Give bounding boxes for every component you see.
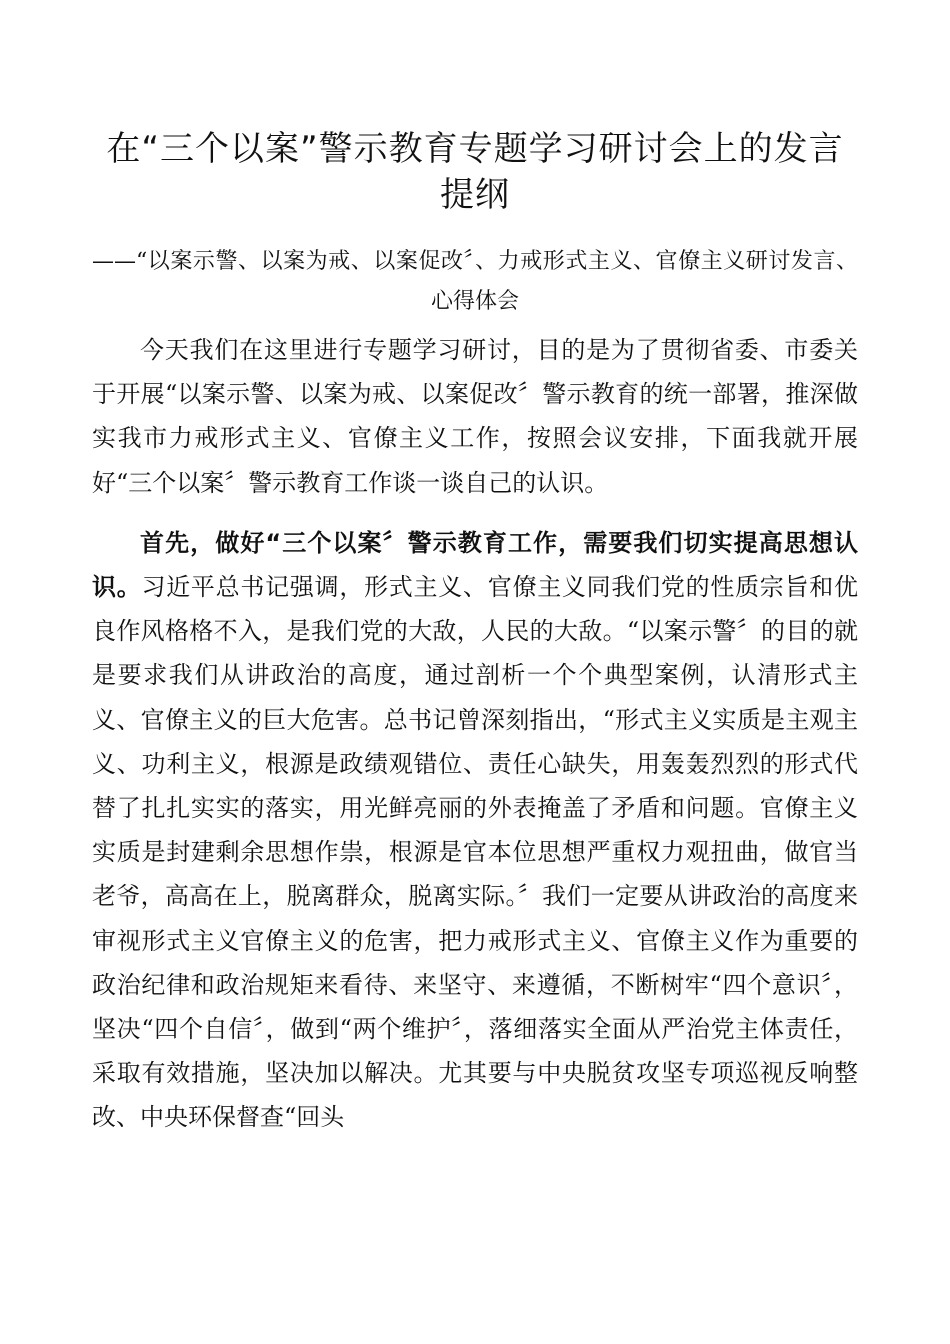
document-subtitle: ——“以案示警、以案为戒、以案促改〞、力戒形式主义、官僚主义研讨发言、心得体会 — [92, 249, 858, 314]
body-paragraph: 今天我们在这里进行专题学习研讨，目的是为了贯彻省委、市委关于开展“以案示警、以案为戒、以案促改〞警示教育的统一部署，推深做实我市力戒形式主义、官僚主义工作，按照会议安排，下面我就开展好“三个以案〞警示教育工作谈一谈自己的认识。 — [92, 336, 858, 497]
paragraph-lead-sentence: 首先，做好“三个以案〞警示教育工作，需要我们切实提高思想认识。 — [92, 528, 858, 602]
paragraph-text: 习近平总书记强调，形式主义、官僚主义同我们党的性质宗旨和优良作风格格不入，是我们党的大敌，人民的大敌。“以案示警〞的目的就是要求我们从讲政治的高度，通过剖析一个个典型案例，认清形式主义、官僚主义的巨大危害。总书记曾深刻指出，“形式主义实质是主观主义、功利主义，根源是政绩观错位、责任心缺失，用轰轰烈烈的形式代替了扎扎实实的落实，用光鲜亮丽的外表掩盖了矛盾和问题。官僚主义实质是封建剩余思想作祟，根源是官本位思想严重权力观扭曲，做官当老爷，高高在上，脱离群众，脱离实际。〞我们一定要从讲政治的高度来审视形式主义官僚主义的危害，把力戒形式主义、官僚主义作为重要的政治纪律和政治规矩来看待、来坚守、来遵循，不断树牢“四个意识〞，坚决“四个自信〞，做到“两个维护〞，落细落实全面从严治党主体责任，采取有效措施，坚决加以解决。尤其要与中央脱贫攻坚专项巡视反响整改、中央环保督查“回头 — [92, 573, 858, 1132]
body-paragraph — [92, 521, 858, 1140]
document-title: 在“三个以案”警示教育专题学习研讨会上的发言提纲 — [106, 129, 844, 215]
document-page — [92, 126, 858, 1140]
